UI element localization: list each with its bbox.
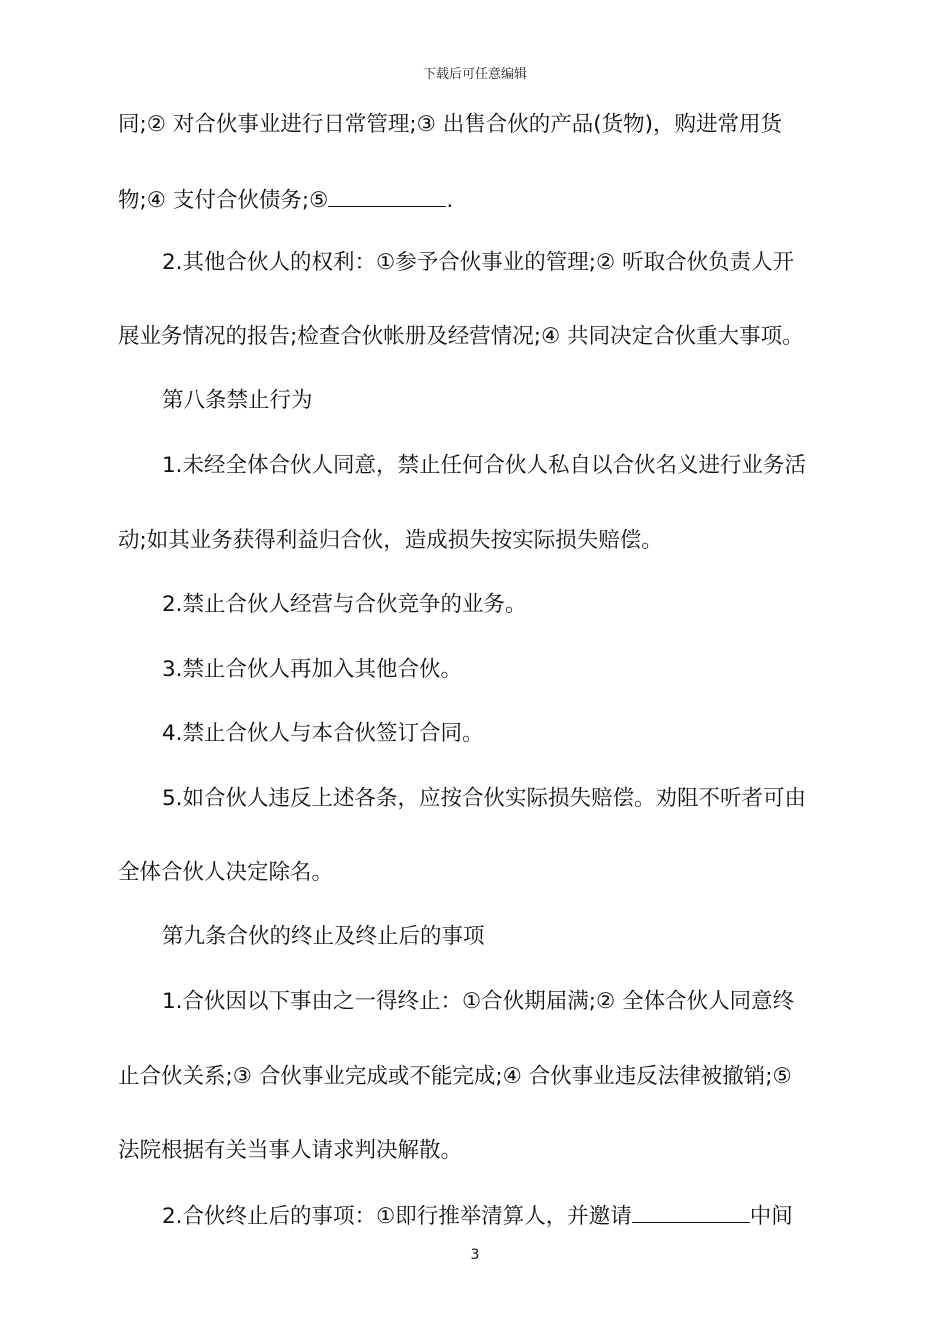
section-heading: 第八条禁止行为: [162, 388, 313, 413]
body-line: 动;如其业务获得利益归合伙，造成损失按实际损失赔偿。: [118, 528, 663, 553]
body-line: 同;② 对合伙事业进行日常管理;③ 出售合伙的产品(货物)，购进常用货: [118, 112, 782, 137]
body-line: 1.未经全体合伙人同意，禁止任何合伙人私自以合伙名义进行业务活: [162, 453, 807, 478]
fill-in-blank: [632, 1200, 750, 1223]
body-line-text: 2.合伙终止后的事项：①即行推举清算人，并邀请: [162, 1204, 632, 1229]
section-heading: 第九条合伙的终止及终止后的事项: [162, 924, 485, 949]
body-line: 2.禁止合伙人经营与合伙竞争的业务。: [162, 592, 527, 617]
body-line: 5.如合伙人违反上述各条，应按合伙实际损失赔偿。劝阻不听者可由: [162, 786, 807, 811]
body-line: 止合伙关系;③ 合伙事业完成或不能完成;④ 合伙事业违反法律被撤销;⑤: [118, 1064, 792, 1089]
page-number: 3: [470, 1247, 480, 1263]
fill-in-blank: [328, 184, 446, 207]
body-line: [162, 1200, 882, 1232]
body-line-text: 物;④ 支付合伙债务;⑤: [118, 188, 329, 213]
page-header: 下载后可任意编辑: [422, 67, 527, 82]
body-line: 法院根据有关当事人请求判决解散。: [118, 1138, 463, 1163]
body-line-text: 中间: [749, 1204, 793, 1229]
body-line: 4.禁止合伙人与本合伙签订合同。: [162, 721, 484, 746]
body-line: 1.合伙因以下事由之一得终止：①合伙期届满;② 全体合伙人同意终: [162, 989, 795, 1014]
body-line: [118, 184, 838, 216]
body-line-text: .: [446, 188, 454, 213]
body-line: 3.禁止合伙人再加入其他合伙。: [162, 657, 463, 682]
body-line: 展业务情况的报告;检查合伙帐册及经营情况;④ 共同决定合伙重大事项。: [118, 324, 804, 349]
body-line: 全体合伙人决定除名。: [118, 860, 334, 885]
body-line: 2.其他合伙人的权利：①参予合伙事业的管理;② 听取合伙负责人开: [162, 250, 795, 275]
